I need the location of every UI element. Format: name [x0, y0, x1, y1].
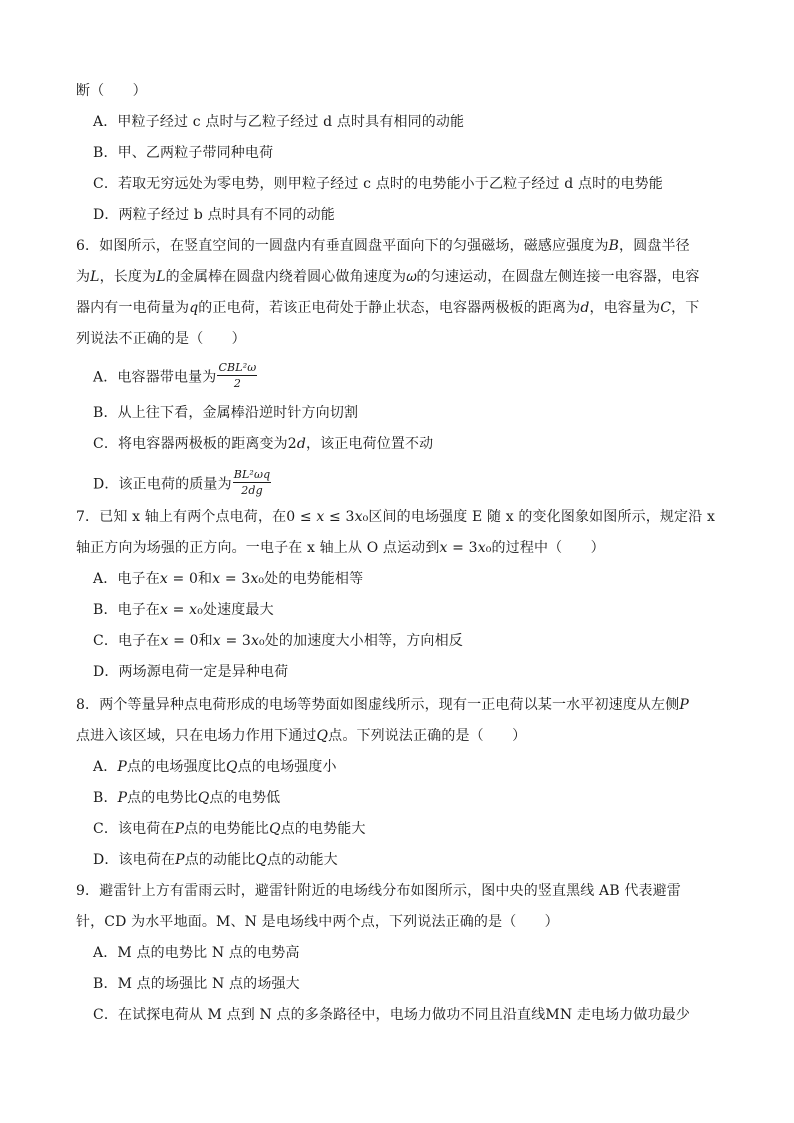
q8-stem-line-1: 8．两个等量异种点电荷形成的电场等势面如图虚线所示，现有一正电荷以某一水平初速度从左侧𝑃	[76, 697, 689, 713]
q5-option-a: A．甲粒子经过 c 点时与乙粒子经过 d 点时具有相同的动能	[93, 114, 465, 130]
q5-option-c: C．若取无穷远处为零电势，则甲粒子经过 c 点时的电势能小于乙粒子经过 d 点时的电势能	[93, 176, 663, 192]
q6-option-d-denominator: 2dg	[241, 484, 263, 497]
q6-option-c: C．将电容器两极板的距离变为2𝑑，该正电荷位置不动	[93, 436, 434, 452]
q6-option-d-text: D．该正电荷的质量为	[93, 476, 232, 493]
q6-option-a-denominator: 2	[233, 377, 242, 390]
q9-option-a: A．M 点的电势比 N 点的电势高	[93, 945, 300, 961]
q5-option-b: B．甲、乙两粒子带同种电荷	[93, 145, 274, 161]
q9-stem-line-1: 9．避雷针上方有雷雨云时，避雷针附近的电场线分布如图所示，图中央的竖直黑线 AB 代表避雷	[76, 883, 681, 899]
q8-option-d: D．该电荷在𝑃点的动能比𝑄点的动能大	[93, 852, 338, 868]
q9-option-b: B．M 点的场强比 N 点的场强大	[93, 976, 300, 992]
q6-option-a-numerator: CBL²ω	[218, 361, 257, 374]
q6-stem-line-3: 器内有一电荷量为𝑞的正电荷，若该正电荷处于静止状态，电容器两极板的距离为𝑑，电容量为𝐶，下	[76, 300, 700, 316]
q6-option-d-fraction	[233, 468, 272, 497]
q6-stem-line-1: 6．如图所示，在竖直空间的一圆盘内有垂直圆盘平面向下的匀强磁场，磁感应强度为𝐵，圆盘半径	[76, 238, 690, 254]
q5-option-d: D．两粒子经过 b 点时具有不同的动能	[93, 207, 335, 223]
q6-option-a	[93, 363, 257, 392]
q6-option-d-numerator: BL²ωq	[233, 468, 271, 481]
q7-stem-line-1: 7．已知 x 轴上有两个点电荷，在0 ≤ 𝑥 ≤ 3𝑥₀区间的电场强度 E 随 x 的变化图象如图所示，规定沿 x	[76, 509, 715, 525]
q6-option-a-text: A．电容器带电量为	[93, 369, 217, 386]
q7-option-d: D．两场源电荷一定是异种电荷	[93, 664, 289, 680]
q6-stem-line-2: 为𝐿，长度为𝐿的金属棒在圆盘内绕着圆心做角速度为𝜔的匀速运动，在圆盘左侧连接一电容器，电容	[76, 269, 700, 285]
q8-stem-line-2: 点进入该区域，只在电场力作用下通过𝑄点。下列说法正确的是（ ）	[76, 728, 527, 744]
q7-option-a: A．电子在𝑥 = 0和𝑥 = 3𝑥₀处的电势能相等	[93, 571, 364, 587]
q6-stem-line-4: 列说法不正确的是（ ）	[76, 331, 246, 347]
q9-option-c: C．在试探电荷从 M 点到 N 点的多条路径中，电场力做功不同且沿直线MN 走电场力做功最少	[93, 1007, 691, 1023]
q6-option-d	[93, 470, 271, 499]
q8-option-b: B．𝑃点的电势比𝑄点的电势低	[93, 790, 281, 806]
q6-option-b: B．从上往下看，金属棒沿逆时针方向切割	[93, 405, 359, 421]
q5-stem-tail: 断（ ）	[76, 83, 147, 99]
q7-option-c: C．电子在𝑥 = 0和𝑥 = 3𝑥₀处的加速度大小相等，方向相反	[93, 633, 463, 649]
q8-option-a: A．𝑃点的电场强度比𝑄点的电场强度小	[93, 759, 337, 775]
q6-option-a-fraction	[217, 361, 257, 390]
q8-option-c: C．该电荷在𝑃点的电势能比𝑄点的电势能大	[93, 821, 366, 837]
q7-stem-line-2: 轴正方向为场强的正方向。一电子在 x 轴上从 O 点运动到𝑥 = 3𝑥₀的过程中（ ）	[76, 540, 605, 556]
q9-stem-line-2: 针，CD 为水平地面。M、N 是电场线中两个点，下列说法正确的是（ ）	[76, 914, 559, 930]
q7-option-b: B．电子在𝑥 = 𝑥₀处速度最大	[93, 602, 274, 618]
